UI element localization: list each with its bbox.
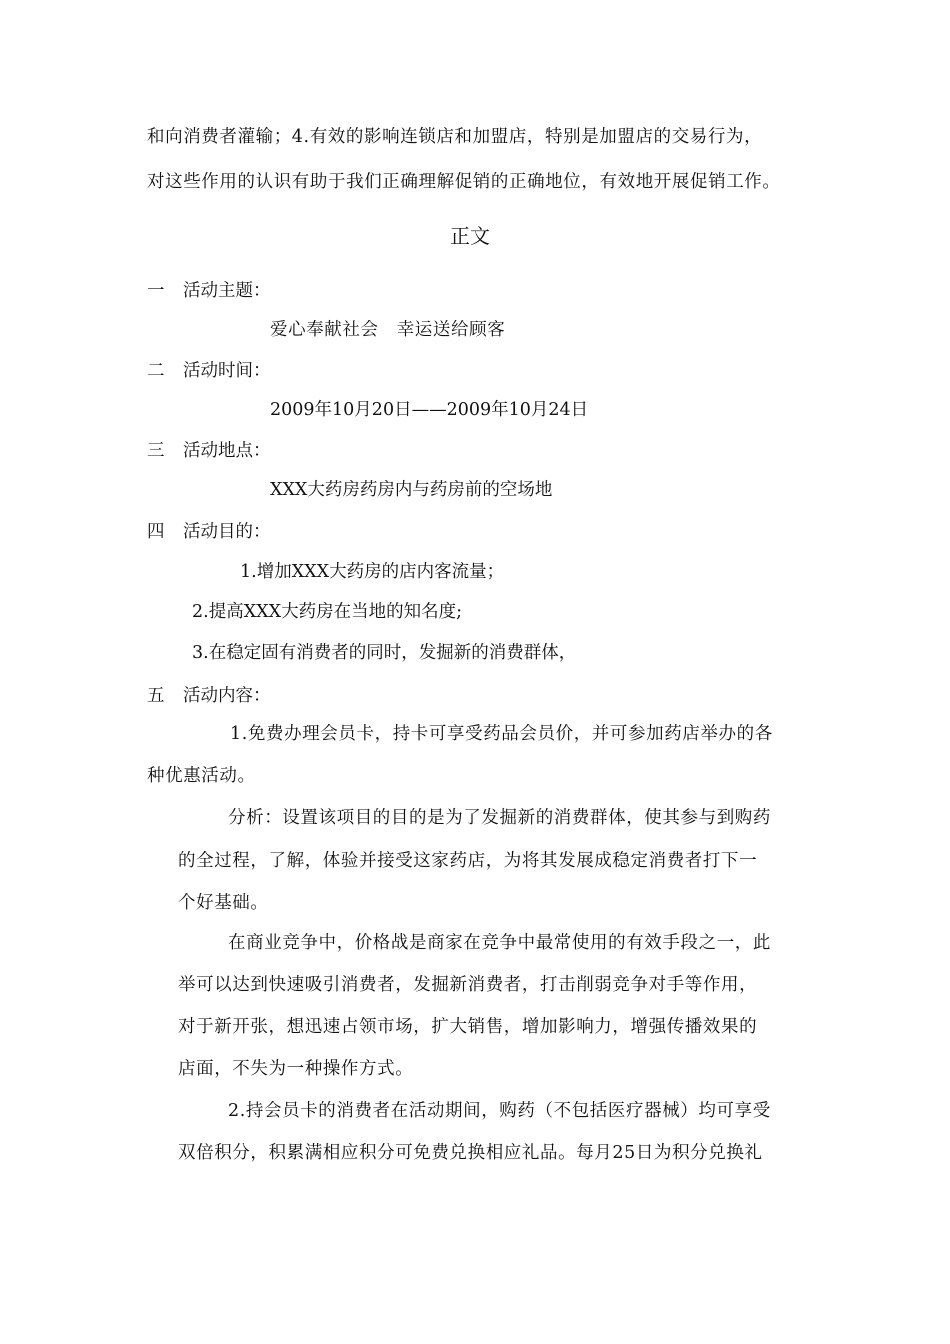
content-item2-line: 双倍积分，积累满相应积分可免费兑换相应礼品。每月25日为积分兑换礼	[178, 1143, 763, 1163]
competition-line: 对于新开张，想迅速占领市场，扩大销售，增加影响力，增强传播效果的	[178, 1017, 758, 1037]
analysis-line: 分析：设置该项目的目的是为了发掘新的消费群体，使其参与到购药	[228, 808, 771, 828]
section-number: 三	[147, 441, 165, 461]
section-number: 五	[147, 686, 165, 706]
analysis-line: 个好基础。	[178, 893, 269, 913]
section-number: 一	[147, 281, 165, 301]
section-heading-theme	[147, 279, 271, 303]
time-text: 2009年10月20日——2009年10月24日	[270, 400, 589, 420]
section-label: 活动时间：	[183, 361, 271, 381]
section-label: 活动地点：	[183, 441, 271, 461]
content-item2-line: 2.持会员卡的消费者在活动期间，购药（不包括医疗器械）均可享受	[228, 1101, 771, 1121]
section-number: 二	[147, 361, 165, 381]
theme-text: 爱心奉献社会 幸运送给顾客	[270, 320, 506, 340]
section-label: 活动目的：	[183, 522, 271, 542]
section-label: 活动内容：	[183, 686, 271, 706]
page-title: 正文	[450, 224, 490, 248]
section-heading-content	[147, 684, 271, 708]
section-label: 活动主题：	[183, 281, 271, 301]
goal-item: 2.提高XXX大药房在当地的知名度;	[192, 602, 462, 622]
section-heading-time	[147, 359, 271, 383]
section-heading-goals	[147, 520, 271, 544]
competition-line: 在商业竞争中，价格战是商家在竞争中最常使用的有效手段之一，此	[228, 933, 771, 953]
content-item1-line: 1.免费办理会员卡，持卡可享受药品会员价，并可参加药店举办的各	[230, 724, 773, 744]
section-number: 四	[147, 522, 165, 542]
competition-line: 举可以达到快速吸引消费者，发掘新消费者，打击削弱竞争对手等作用，	[178, 975, 758, 995]
intro-line-2: 对这些作用的认识有助于我们正确理解促销的正确地位，有效地开展促销工作。	[147, 172, 781, 192]
goal-item: 3.在稳定固有消费者的同时，发掘新的消费群体，	[192, 643, 577, 663]
competition-line: 店面，不失为一种操作方式。	[178, 1059, 414, 1079]
intro-line-1: 和向消费者灌输；4.有效的影响连锁店和加盟店，特别是加盟店的交易行为，	[147, 127, 763, 147]
content-item1-line: 种优惠活动。	[147, 766, 256, 786]
place-text: XXX大药房药房内与药房前的空场地	[270, 480, 553, 500]
analysis-line: 的全过程，了解，体验并接受这家药店，为将其发展成稳定消费者打下一	[178, 851, 758, 871]
section-heading-place	[147, 439, 271, 463]
goal-item: 1.增加XXX大药房的店内客流量；	[240, 562, 505, 582]
